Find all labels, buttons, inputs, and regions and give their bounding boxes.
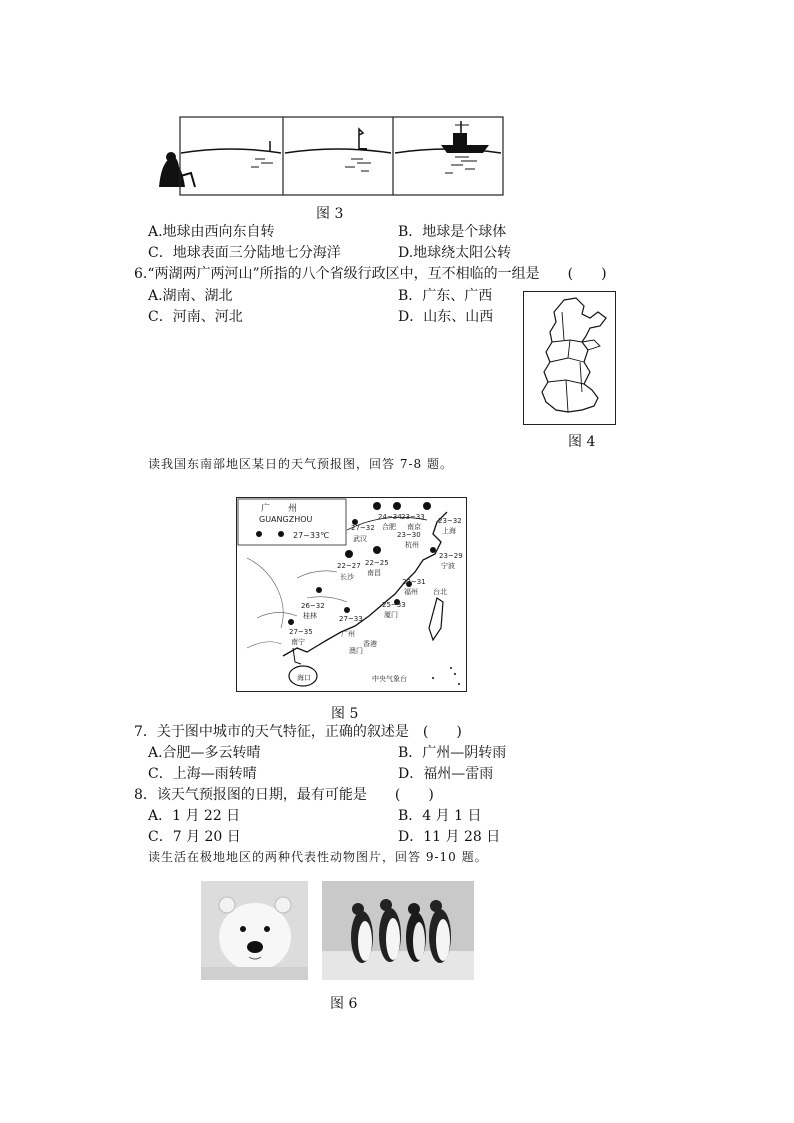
option-8d: D．11 月 28 日 xyxy=(398,829,501,845)
city-name: 杭州 xyxy=(405,541,419,549)
figure-5-weather-map xyxy=(236,497,467,692)
option-8b: B．4 月 1 日 xyxy=(398,808,482,824)
option-3d: D.地球绕太阳公转 xyxy=(398,245,512,261)
figure-3 xyxy=(155,115,505,197)
city-temp: 27~35 xyxy=(289,628,313,636)
city-name: 桂林 xyxy=(303,612,317,620)
city-name: 厦门 xyxy=(384,611,398,619)
inset-city-pinyin: GUANGZHOU xyxy=(259,515,313,524)
city-name: 福州 xyxy=(404,588,418,596)
inset-city-name: 广 州 xyxy=(261,504,298,514)
provinces-outline-drawing xyxy=(524,292,615,424)
city-temp: 27~32 xyxy=(351,524,375,532)
option-8c: C．7 月 20 日 xyxy=(148,829,241,845)
city-name: 台北 xyxy=(433,588,447,596)
city-temp: 23~32 xyxy=(438,517,462,525)
city-temp: 26~32 xyxy=(301,602,325,610)
figure-4-map xyxy=(523,291,616,425)
option-6c: C．河南、河北 xyxy=(148,309,243,325)
city-name: 海口 xyxy=(297,674,311,682)
option-3b: B．地球是个球体 xyxy=(398,224,507,240)
option-7a: A.合肥—多云转晴 xyxy=(148,745,261,761)
figure-6-caption: 图 6 xyxy=(330,996,358,1012)
question-8-stem: 8．该天气预报图的日期，最有可能是 ( ) xyxy=(134,787,434,803)
intro-9-10: 读生活在极地地区的两种代表性动物图片，回答 9-10 题。 xyxy=(148,850,488,864)
intro-7-8: 读我国东南部地区某日的天气预报图，回答 7-8 题。 xyxy=(148,457,453,471)
option-7d: D．福州—雷雨 xyxy=(398,766,494,782)
city-name: 南宁 xyxy=(291,638,305,646)
polar-bear-photo xyxy=(201,881,308,980)
option-6b: B．广东、广西 xyxy=(398,288,493,304)
ship-sequence-drawing xyxy=(155,115,505,197)
city-temp: 22~27 xyxy=(337,562,361,570)
city-name: 香港 xyxy=(363,640,377,648)
penguins-photo xyxy=(322,881,474,980)
city-temp: 22~25 xyxy=(365,559,389,567)
option-7b: B．广州—阴转雨 xyxy=(398,745,507,761)
map-source-label: 中央气象台 xyxy=(372,675,407,683)
city-name: 合肥 xyxy=(382,523,396,531)
city-name: 澳门 xyxy=(349,647,363,655)
question-7-stem: 7．关于图中城市的天气特征，正确的叙述是 ( ) xyxy=(134,724,462,740)
city-name: 南京 xyxy=(407,523,421,531)
city-temp: 23~29 xyxy=(439,552,463,560)
city-name: 宁波 xyxy=(441,562,455,570)
city-temp: 23~30 xyxy=(397,531,421,539)
city-name: 武汉 xyxy=(353,535,367,543)
option-8a: A．1 月 22 日 xyxy=(148,808,241,824)
city-name: 南昌 xyxy=(367,569,381,577)
question-6-stem: 6.“两湖两广两河山”所指的八个省级行政区中，互不相临的一组是 ( ) xyxy=(134,266,607,282)
option-3c: C．地球表面三分陆地七分海洋 xyxy=(148,245,341,261)
city-name: 上海 xyxy=(442,527,456,535)
city-temp: 25~33 xyxy=(382,601,406,609)
city-temp: 22~31 xyxy=(402,578,426,586)
option-7c: C．上海—雨转晴 xyxy=(148,766,257,782)
figure-3-caption: 图 3 xyxy=(316,206,344,222)
inset-city-temp: 27~33℃ xyxy=(293,531,330,540)
option-6d: D．山东、山西 xyxy=(398,309,494,325)
figure-4-caption: 图 4 xyxy=(568,434,596,450)
option-3a: A.地球由西向东自转 xyxy=(148,224,275,240)
city-temp: 23~33 xyxy=(401,513,425,521)
option-6a: A.湖南、湖北 xyxy=(148,288,233,304)
city-temp: 27~33 xyxy=(339,615,363,623)
city-name: 长沙 xyxy=(340,573,354,581)
penguins-drawing xyxy=(322,881,474,980)
figure-5-caption: 图 5 xyxy=(331,706,359,722)
city-name: 广州 xyxy=(341,630,355,638)
polar-bear-drawing xyxy=(201,881,308,980)
city-temp: 24~34 xyxy=(378,513,402,521)
